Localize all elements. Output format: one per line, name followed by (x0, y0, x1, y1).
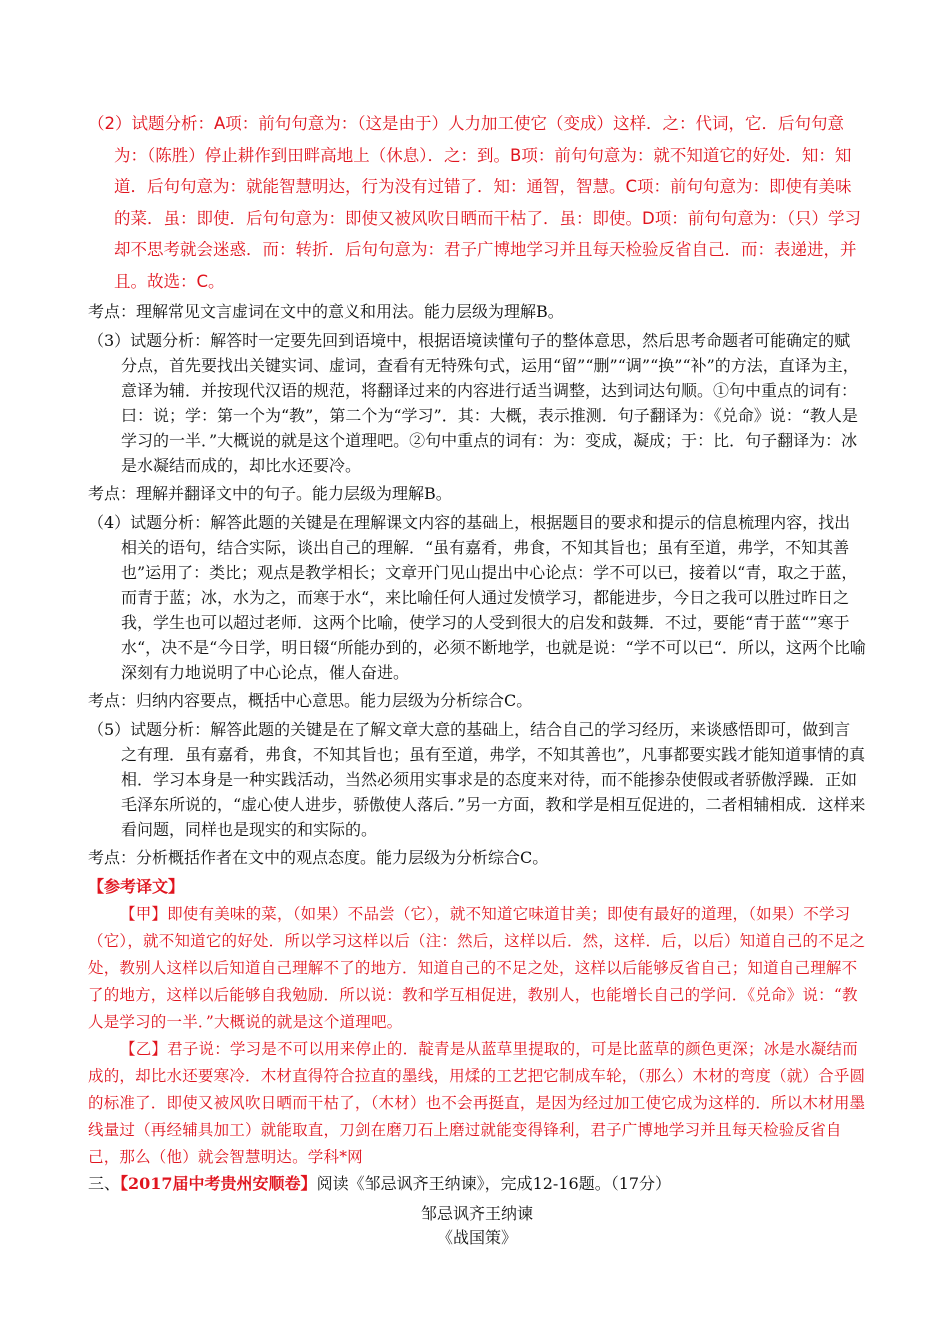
analysis-q5: （5）试题分析：解答此题的关键是在了解文章大意的基础上，结合自己的学习经历，来谈感悟即可，做到言之有理．虽有嘉肴，弗食，不知其旨也；虽有至道，弗学，不知其善也”，凡事都要实践才能知道事情的真相．学习本身是一种实践活动，当然必须用实事求是的态度来对待，而不能掺杂使假或者骄傲浮躁．正如毛泽东所说的，“虚心使人进步，骄傲使人落后．”另一方面，教和学是相互促进的，二者相辅相成．这样来看问题，同样也是现实的和实际的。 (88, 720, 866, 839)
translation-yi: 【乙】君子说：学习是不可以用来停止的．靛青是从蓝草里提取的，可是比蓝草的颜色更深；冰是水凝结而成的，却比水还要寒冷．木材直得符合拉直的墨线，用煣的工艺把它制成车轮，（那么）木材的弯度（就）合乎圆的标准了．即使又被风吹日晒而干枯了，（木材）也不会再挺直，是因为经过加工使它成为这样的．所以木材用墨线量过（再经辅具加工）就能取直，刀剑在磨刀石上磨过就能变得锋利，君子广博地学习并且每天检验反省自己，那么（他）就会智慧明达。学科*网 (88, 1040, 866, 1166)
translation-header: 【参考译文】 (88, 877, 185, 896)
kaodian-q2: 考点：理解常见文言虚词在文中的意义和用法。能力层级为理解B。 (88, 302, 564, 321)
passage-source: 《战国策》 (436, 1228, 517, 1247)
passage-title: 邹忌讽齐王纳谏 (420, 1204, 533, 1223)
analysis-q3: （3）试题分析：解答时一定要先回到语境中，根据语境读懂句子的整体意思，然后思考命题者可能确定的赋分点，首先要找出关键实词、虚词，查看有无特殊句式，运用“留”“删”“调”“换”“补”的方法，直译为主，意译为辅．并按现代汉语的规范，将翻译过来的内容进行适当调整，达到词达句顺。①句中重点的词有：曰：说；学：第一个为“教”，第二个为“学习”．其：大概，表示推测．句子翻译为：《兑命》说：“教人是学习的一半．”大概说的就是这个道理吧。②句中重点的词有：为：变成，凝成；于：比．句子翻译为：冰是水凝结而成的，却比水还要冷。 (88, 331, 859, 475)
kaodian-q5: 考点：分析概括作者在文中的观点态度。能力层级为分析综合C。 (88, 848, 549, 867)
section-number: 三、 (88, 1174, 121, 1193)
translation-jia: 【甲】即使有美味的菜，（如果）不品尝（它），就不知道它味道甘美；即使有最好的道理，（如果）不学习（它），就不知道它的好处．所以学习这样以后（注：然后，这样以后．然，这样．后，以后）知道自己的不足之处，教别人这样以后知道自己理解不了的地方．知道自己的不足之处，这样以后能够反省自己；知道自己理解不了的地方，这样以后能够自我勉励．所以说：教和学互相促进，教别人，也能增长自己的学问．《兑命》说：“教人是学习的一半．”大概说的就是这个道理吧。 (88, 905, 866, 1031)
analysis-q2: （2）试题分析：A项：前句句意为：（这是由于）人力加工使它（变成）这样．之：代词，它．后句句意为：（陈胜）停止耕作到田畔高地上（休息）．之：到。B项：前句句意为：就不知道它的好处．知：知道．后句句意为：就能智慧明达，行为没有过错了．知：通智，智慧。C项：前句句意为：即使有美味的菜．虽：即使．后句句意为：即使又被风吹日晒而干枯了．虽：即使。D项：前句句意为：（只）学习却不思考就会迷惑．而：转折．后句句意为：君子广博地学习并且每天检验反省自己．而：表递进，并且。故选：C。 (88, 114, 861, 291)
kaodian-q3: 考点：理解并翻译文中的句子。能力层级为理解B。 (88, 484, 452, 503)
section-instruction: 阅读《邹忌讽齐王纳谏》，完成12-16题。（17分） (316, 1174, 672, 1193)
document-page (88, 108, 866, 1250)
analysis-q4: （4）试题分析：解答此题的关键是在理解课文内容的基础上，根据题目的要求和提示的信息梳理内容，找出相关的语句，结合实际，谈出自己的理解．“虽有嘉肴，弗食，不知其旨也；虽有至道，弗学，不知其善也”运用了：类比；观点是教学相长；文章开门见山提出中心论点：学不可以已，接着以“青，取之于蓝，而青于蓝；冰，水为之，而寒于水“，来比喻任何人通过发愤学习，都能进步，今日之我可以胜过昨日之我，学生也可以超过老师．这两个比喻，使学习的人受到很大的启发和鼓舞．不过，要能“青于蓝“”寒于水“，决不是“今日学，明日辍“所能办到的，必须不断地学，也就是说：“学不可以已“．所以，这两个比喻深刻有力地说明了中心论点，催人奋进。 (88, 513, 866, 682)
kaodian-q4: 考点：归纳内容要点，概括中心意思。能力层级为分析综合C。 (88, 691, 533, 710)
section-three-heading (88, 1171, 866, 1196)
section-source: 【2017届中考贵州安顺卷】 (120, 1174, 317, 1193)
